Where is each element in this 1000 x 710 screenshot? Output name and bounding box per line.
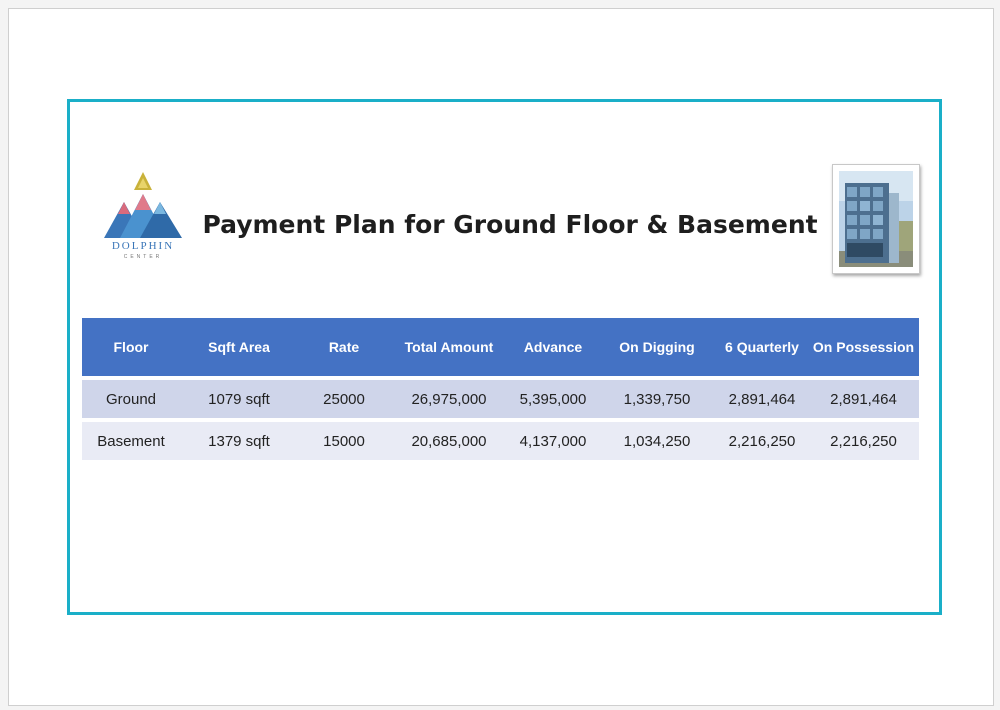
cell-on-digging: 1,339,750	[598, 380, 716, 418]
logo-subtitle: CENTER	[123, 254, 163, 260]
column-header-sqft-area: Sqft Area	[180, 318, 298, 376]
document-page	[8, 8, 994, 706]
building-photo	[832, 164, 920, 274]
cell-advance: 5,395,000	[508, 380, 598, 418]
cell-floor: Basement	[82, 422, 180, 460]
building-photo-icon	[839, 171, 913, 267]
payment-plan-table	[82, 318, 919, 460]
dolphin-center-logo	[102, 170, 184, 266]
logo-name: DOLPHIN	[111, 240, 175, 252]
cell-on-digging: 1,034,250	[598, 422, 716, 460]
cell-rate: 25000	[298, 380, 390, 418]
cell-on-possession: 2,216,250	[808, 422, 919, 460]
column-header-floor: Floor	[82, 318, 180, 376]
cell-floor: Ground	[82, 380, 180, 418]
cell-sqft-area: 1379 sqft	[180, 422, 298, 460]
page-title: Payment Plan for Ground Floor & Basement	[202, 210, 818, 239]
column-header-total-amount: Total Amount	[390, 318, 508, 376]
table-header-row	[82, 318, 919, 376]
cell-6-quarterly: 2,891,464	[716, 380, 808, 418]
cell-on-possession: 2,891,464	[808, 380, 919, 418]
cell-sqft-area: 1079 sqft	[180, 380, 298, 418]
cell-total-amount: 20,685,000	[390, 422, 508, 460]
column-header-on-digging: On Digging	[598, 318, 716, 376]
table-row	[82, 422, 919, 460]
mountain-triangle-logo-icon	[102, 170, 184, 240]
table-row	[82, 380, 919, 418]
column-header-on-possession: On Possession	[808, 318, 919, 376]
column-header-6-quarterly: 6 Quarterly	[716, 318, 808, 376]
cell-6-quarterly: 2,216,250	[716, 422, 808, 460]
slide-frame	[67, 99, 942, 615]
cell-advance: 4,137,000	[508, 422, 598, 460]
cell-rate: 15000	[298, 422, 390, 460]
cell-total-amount: 26,975,000	[390, 380, 508, 418]
column-header-rate: Rate	[298, 318, 390, 376]
column-header-advance: Advance	[508, 318, 598, 376]
